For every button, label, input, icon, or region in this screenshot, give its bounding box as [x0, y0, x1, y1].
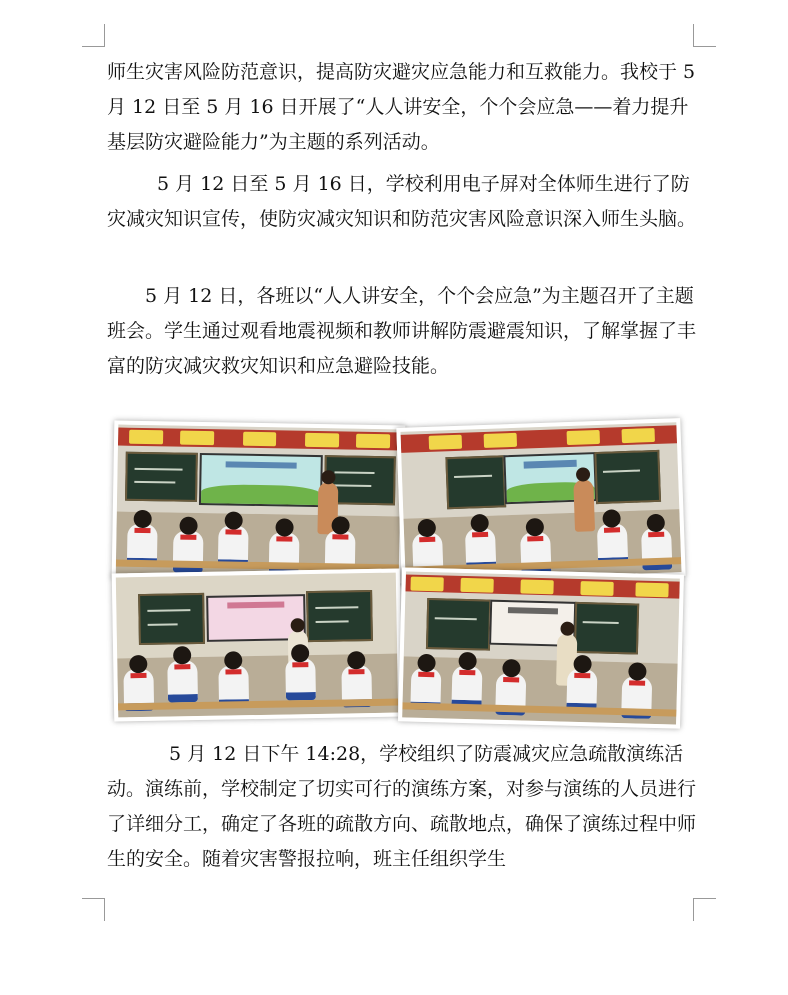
class-meeting-photo-1 [112, 420, 406, 583]
crop-mark-bottom-right [693, 898, 716, 921]
paragraph-activity-intro: 师生灾害风险防范意识，提高防灾避灾应急能力和互救能力。我校于 5 月 12 日至 5 月 16 日开展了“人人讲安全，个个会应急——着力提升基层防灾避险能力”为主题的系列活动。 [107, 61, 696, 153]
crop-mark-top-right [693, 24, 716, 47]
class-meeting-photo-3 [112, 568, 403, 721]
paragraph-screen-publicity: 5 月 12 日至 5 月 16 日，学校利用电子屏对全体师生进行了防灾减灾知识宣传，使防灾减灾知识和防范灾害风险意识深入师生头脑。 [107, 173, 697, 230]
crop-mark-bottom-left [82, 898, 105, 921]
paragraph-class-meeting: 5 月 12 日，各班以“人人讲安全，个个会应急”为主题召开了主题班会。学生通过观看地震视频和教师讲解防震避震知识，了解掌握了丰富的防灾减灾救灾知识和应急避险技能。 [107, 285, 697, 377]
class-meeting-photo-2 [396, 418, 685, 586]
class-meeting-photo-collage [107, 415, 687, 720]
crop-mark-top-left [82, 24, 105, 47]
class-meeting-photo-4 [398, 567, 684, 728]
paragraph-evacuation-drill: 5 月 12 日下午 14:28，学校组织了防震减灾应急疏散演练活动。演练前，学校制定了切实可行的演练方案，对参与演练的人员进行了详细分工，确定了各班的疏散方向、疏散地点，确保了演练过程中师生的安全。随着灾害警报拉响，班主任组织学生 [107, 743, 697, 870]
